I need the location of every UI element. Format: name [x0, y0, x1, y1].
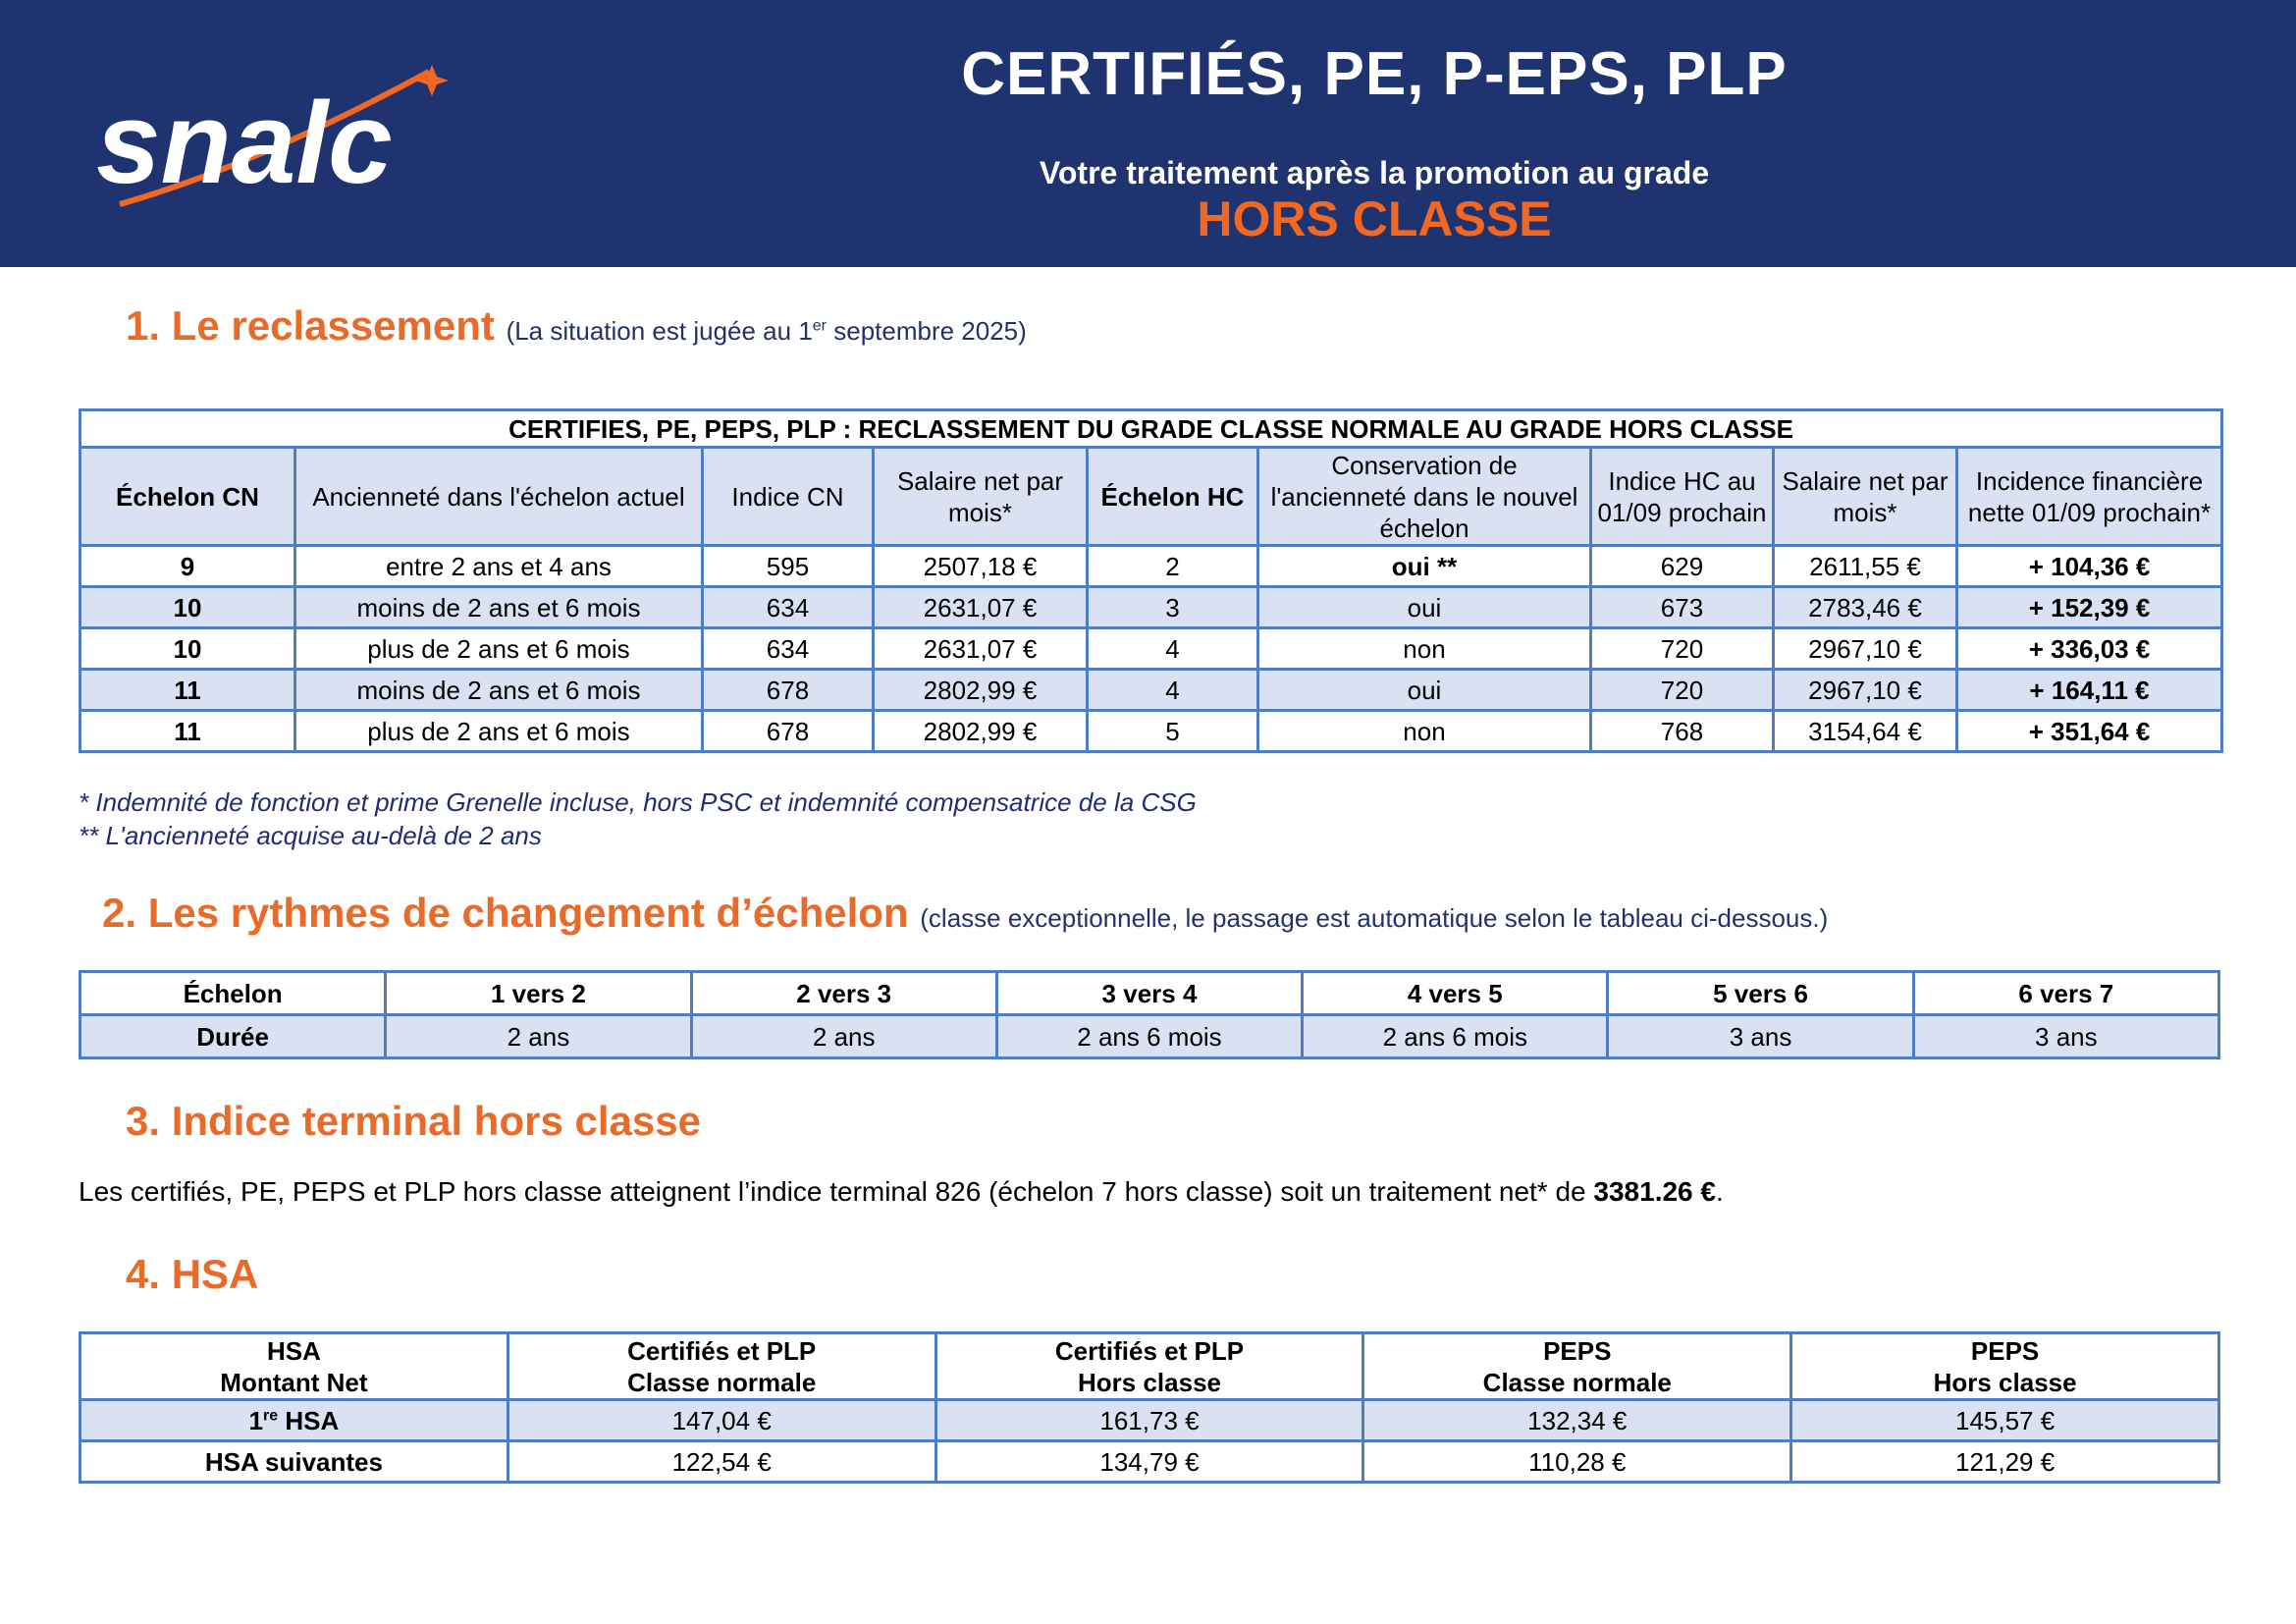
header-banner — [0, 0, 2296, 267]
page-subtitle: Votre traitement après la promotion au grade — [1039, 155, 1710, 190]
table-cell: 2611,55 € — [1774, 546, 1957, 587]
table-cell: 110,28 € — [1363, 1441, 1791, 1483]
table-cell: 4 vers 5 — [1303, 972, 1608, 1015]
header-cell: Échelon CN — [80, 448, 295, 546]
section-1-title: 1. Le reclassement — [126, 302, 495, 349]
table-row — [80, 546, 2222, 587]
table-cell: 145,57 € — [1791, 1400, 2219, 1441]
table-cell: + 336,03 € — [1957, 628, 2222, 670]
header-line: HSA — [266, 1335, 321, 1366]
table-cell: Durée — [80, 1015, 386, 1058]
table-cell: 2783,46 € — [1774, 587, 1957, 628]
table-cell: + 104,36 € — [1957, 546, 2222, 587]
table-cell: 678 — [703, 711, 874, 752]
header-cell: Conservation de l'ancienneté dans le nouvel échelon — [1258, 448, 1591, 546]
section-3-paragraph — [79, 1176, 1724, 1208]
hsa-header-row — [80, 1333, 2219, 1400]
header-line: Certifiés et PLP — [1054, 1335, 1245, 1366]
header-line: Classe normale — [1482, 1367, 1672, 1397]
table-cell: 634 — [703, 628, 874, 670]
table-cell: 3 ans — [1913, 1015, 2218, 1058]
table-cell: 2 ans 6 mois — [996, 1015, 1302, 1058]
table-cell: 720 — [1591, 628, 1774, 670]
note-part-2: septembre 2025) — [827, 316, 1027, 346]
table-cell: 2967,10 € — [1774, 628, 1957, 670]
snalc-logo — [90, 57, 483, 234]
header-line: Hors classe — [1933, 1367, 2077, 1397]
table-cell: 3 ans — [1608, 1015, 1913, 1058]
table-cell: entre 2 ans et 4 ans — [295, 546, 703, 587]
table-cell: 595 — [703, 546, 874, 587]
table-cell: 2802,99 € — [874, 711, 1088, 752]
table-row — [80, 628, 2222, 670]
table-cell: 5 — [1088, 711, 1258, 752]
table-cell: non — [1258, 711, 1591, 752]
logo-text: snalc — [96, 79, 393, 208]
paragraph-end: . — [1715, 1176, 1724, 1207]
section-2-note: (classe exceptionnelle, le passage est automatique selon le tableau ci-dessous.) — [920, 903, 1829, 933]
header-cell: Indice CN — [703, 448, 874, 546]
header-cell — [1363, 1333, 1791, 1400]
table-cell: 2 vers 3 — [691, 972, 996, 1015]
section-4-heading: 4. HSA — [126, 1251, 259, 1297]
table-cell: 132,34 € — [1363, 1400, 1791, 1441]
header-line: Classe normale — [627, 1367, 817, 1397]
rhythm-table — [79, 970, 2220, 1059]
table-cell: oui — [1258, 670, 1591, 711]
table-cell: 2802,99 € — [874, 670, 1088, 711]
footnote-double-star: ** L'ancienneté acquise au-delà de 2 ans — [79, 821, 542, 850]
table-cell: 5 vers 6 — [1608, 972, 1913, 1015]
header-cell: Indice HC au 01/09 prochain — [1591, 448, 1774, 546]
table-cell: 2507,18 € — [874, 546, 1088, 587]
section-2-title: 2. Les rythmes de changement d’échelon — [102, 890, 909, 936]
reclass-table-caption: CERTIFIES, PE, PEPS, PLP : RECLASSEMENT DU GRADE CLASSE NORMALE AU GRADE HORS CLASSE — [80, 410, 2222, 448]
table-cell: 161,73 € — [935, 1400, 1363, 1441]
section-3-heading: 3. Indice terminal hors classe — [126, 1098, 701, 1144]
table-row — [80, 670, 2222, 711]
table-cell: 2967,10 € — [1774, 670, 1957, 711]
table-cell: 2 ans 6 mois — [1303, 1015, 1608, 1058]
table-cell: 9 — [80, 546, 295, 587]
header-line: Certifiés et PLP — [627, 1335, 817, 1366]
table-cell: 10 — [80, 587, 295, 628]
page-title: CERTIFIÉS, PE, P-EPS, PLP — [961, 40, 1788, 108]
hsa-table — [79, 1331, 2220, 1484]
header-line: PEPS — [1970, 1335, 2040, 1366]
header-cell: Ancienneté dans l'échelon actuel — [295, 448, 703, 546]
table-cell: 11 — [80, 670, 295, 711]
table-cell: plus de 2 ans et 6 mois — [295, 711, 703, 752]
table-cell: 2631,07 € — [874, 587, 1088, 628]
table-cell: 4 — [1088, 628, 1258, 670]
table-cell: moins de 2 ans et 6 mois — [295, 587, 703, 628]
section-1-heading — [126, 302, 1027, 350]
table-cell: + 152,39 € — [1957, 587, 2222, 628]
header-cell: Salaire net par mois* — [1774, 448, 1957, 546]
reclassement-table — [79, 408, 2223, 753]
label-part: 1 — [248, 1405, 263, 1435]
header-cell — [80, 1333, 508, 1400]
star-icon — [415, 65, 449, 96]
table-row — [80, 587, 2222, 628]
row-label: HSA suivantes — [80, 1441, 508, 1483]
table-cell: 147,04 € — [507, 1400, 935, 1441]
table-cell: 2 ans — [386, 1015, 691, 1058]
section-1-note — [507, 316, 1027, 346]
table-cell: + 164,11 € — [1957, 670, 2222, 711]
row-label — [80, 1400, 508, 1441]
table-cell: 122,54 € — [507, 1441, 935, 1483]
header-cell: Salaire net par mois* — [874, 448, 1088, 546]
label-part: HSA — [278, 1405, 340, 1435]
table-cell: 629 — [1591, 546, 1774, 587]
header-cell — [935, 1333, 1363, 1400]
table-cell: oui — [1258, 587, 1591, 628]
header-cell — [507, 1333, 935, 1400]
table-cell: 3 — [1088, 587, 1258, 628]
table-cell: 673 — [1591, 587, 1774, 628]
table-cell: 6 vers 7 — [1913, 972, 2218, 1015]
reclass-header-row — [80, 448, 2222, 546]
header-line: Montant Net — [220, 1367, 368, 1397]
paragraph-text: Les certifiés, PE, PEPS et PLP hors classe atteignent l’indice terminal 826 (échelon 7 hors classe) soit un traitement net* de — [79, 1176, 1594, 1207]
note-sup: er — [812, 317, 828, 335]
table-cell: 1 vers 2 — [386, 972, 691, 1015]
table-cell: 678 — [703, 670, 874, 711]
table-cell: 121,29 € — [1791, 1441, 2219, 1483]
note-part-1: (La situation est jugée au 1 — [506, 316, 813, 346]
table-cell: 768 — [1591, 711, 1774, 752]
section-2-heading — [102, 890, 1828, 937]
header-cell: Échelon HC — [1088, 448, 1258, 546]
terminal-amount: 3381.26 € — [1593, 1176, 1716, 1207]
table-cell: 720 — [1591, 670, 1774, 711]
table-cell: oui ** — [1258, 546, 1591, 587]
table-cell: Échelon — [80, 972, 386, 1015]
table-cell: 2 — [1088, 546, 1258, 587]
page-subtitle-highlight: HORS CLASSE — [1197, 191, 1552, 246]
header-line: Hors classe — [1078, 1367, 1221, 1397]
table-cell: 634 — [703, 587, 874, 628]
table-row — [80, 1441, 2219, 1483]
rhythm-header-row — [80, 972, 2219, 1015]
table-cell: 4 — [1088, 670, 1258, 711]
rhythm-duration-row — [80, 1015, 2219, 1058]
table-cell: 134,79 € — [935, 1441, 1363, 1483]
table-cell: 3154,64 € — [1774, 711, 1957, 752]
table-cell: 2631,07 € — [874, 628, 1088, 670]
footnote-star: * Indemnité de fonction et prime Grenelle incluse, hors PSC et indemnité compensatrice de la CSG — [79, 787, 1197, 817]
table-cell: moins de 2 ans et 6 mois — [295, 670, 703, 711]
table-cell: 3 vers 4 — [996, 972, 1302, 1015]
table-cell: 2 ans — [691, 1015, 996, 1058]
table-row — [80, 711, 2222, 752]
table-cell: 10 — [80, 628, 295, 670]
table-cell: + 351,64 € — [1957, 711, 2222, 752]
label-sup: re — [263, 1406, 279, 1424]
header-line: PEPS — [1543, 1335, 1612, 1366]
table-row — [80, 1400, 2219, 1441]
header-cell — [1791, 1333, 2219, 1400]
header-cell: Incidence financière nette 01/09 prochain* — [1957, 448, 2222, 546]
table-cell: 11 — [80, 711, 295, 752]
table-cell: plus de 2 ans et 6 mois — [295, 628, 703, 670]
table-cell: non — [1258, 628, 1591, 670]
